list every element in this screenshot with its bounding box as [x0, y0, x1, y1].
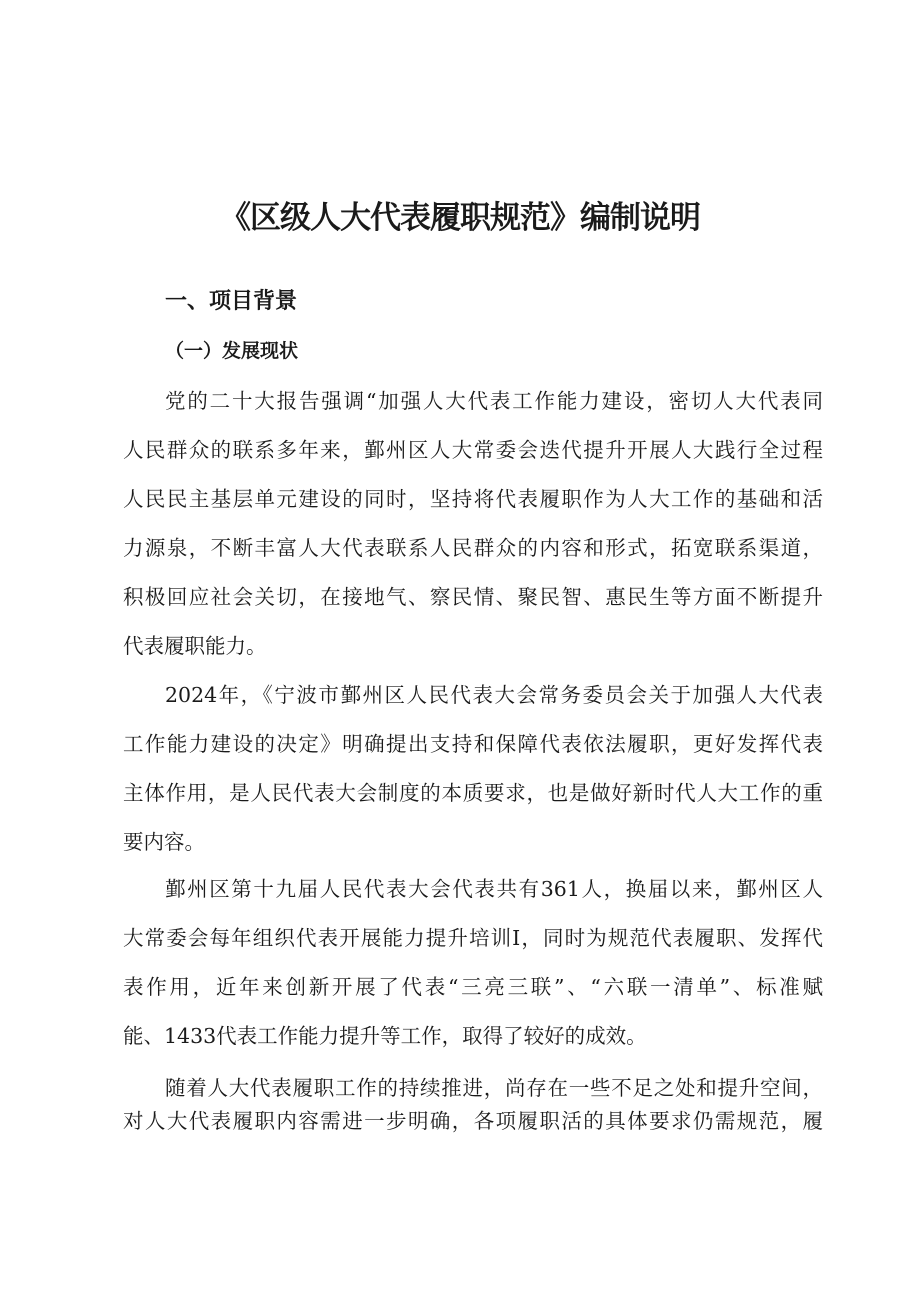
paragraph-line: 党的二十大报告强调“加强人大代表工作能力建设，密切人大代表同 [165, 389, 823, 413]
paragraph-line: 2024年，《宁波市鄞州区人民代表大会常务委员会关于加强人大代表 [165, 683, 823, 707]
paragraph-line: 力源泉，不断丰富人大代表联系人民群众的内容和形式，拓宽联系渠道， [123, 536, 823, 560]
paragraph-line: 大常委会每年组织代表开展能力提升培训I，同时为规范代表履职、发挥代 [123, 926, 823, 950]
paragraph-line: 主体作用，是人民代表大会制度的本质要求，也是做好新时代人大工作的重 [123, 781, 823, 805]
paragraph-line: 人民民主基层单元建设的同时，坚持将代表履职作为人大工作的基础和活 [123, 487, 823, 511]
paragraph-line: 代表履职能力。 [123, 634, 267, 658]
paragraph-line: 积极回应社会关切，在接地气、察民情、聚民智、惠民生等方面不断提升 [123, 585, 823, 609]
paragraph-line: 鄞州区第十九届人民代表大会代表共有361人，换届以来，鄞州区人 [165, 877, 823, 901]
paragraph-line: 表作用，近年来创新开展了代表“三亮三联”、“六联一清单”、标准赋 [123, 975, 823, 999]
section-heading-background: 一、项目背景 [165, 289, 298, 314]
subsection-heading-current-status: （一）发展现状 [165, 340, 299, 362]
paragraph-line: 要内容。 [123, 830, 205, 854]
paragraph-line: 人民群众的联系多年来，鄞州区人大常委会迭代提升开展人大践行全过程 [123, 438, 823, 462]
paragraph-line: 随着人大代表履职工作的持续推进，尚存在一些不足之处和提升空间， [165, 1076, 823, 1100]
document-title: 《区级人大代表履职规范》编制说明 [220, 200, 700, 236]
paragraph-line: 对人大代表履职内容需进一步明确，各项履职活的具体要求仍需规范，履 [123, 1109, 823, 1133]
paragraph-line: 工作能力建设的决定》明确提出支持和保障代表依法履职，更好发挥代表 [123, 732, 823, 756]
paragraph-line: 能、1433代表工作能力提升等工作，取得了较好的成效。 [123, 1024, 647, 1048]
